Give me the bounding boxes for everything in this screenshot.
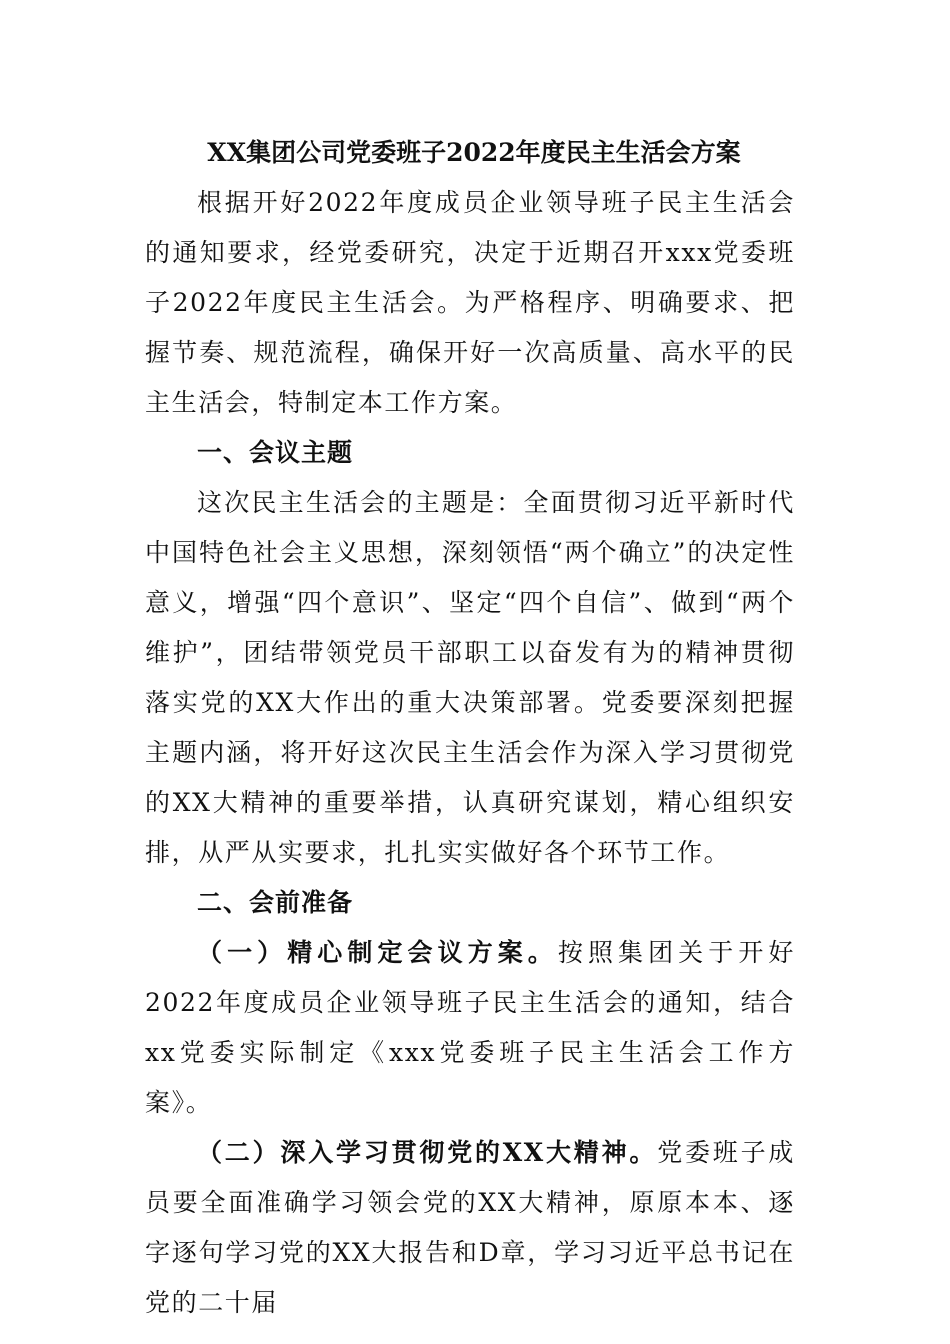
document-title: XX集团公司党委班子2022年度民主生活会方案: [207, 138, 741, 167]
section-2-heading: 二、会前准备: [197, 888, 354, 917]
intro-paragraph: 根据开好2022年度成员企业领导班子民主生活会的通知要求，经党委研究，决定于近期召开xxx党委班子2022年度民主生活会。为严格程序、明确要求、把握节奏、规范流程，确保开好一次高质量、高水平的民主生活会，特制定本工作方案。: [145, 188, 795, 417]
section-2-item-1: [145, 928, 795, 1128]
section-1-heading: 一、会议主题: [197, 438, 354, 467]
item-2-body: 党委班子成员要全面准确学习领会党的XX大精神，原原本本、逐字逐句学习党的XX大报告和D章，学习习近平总书记在党的二十届: [145, 1138, 795, 1317]
item-1-body: 按照集团关于开好2022年度成员企业领导班子民主生活会的通知，结合xx党委实际制定《xxx党委班子民主生活会工作方案》。: [145, 938, 796, 1117]
document-page: [145, 128, 795, 1328]
item-1-lead: （一）精心制定会议方案。: [197, 938, 558, 967]
section-1-paragraph: 这次民主生活会的主题是：全面贯彻习近平新时代中国特色社会主义思想，深刻领悟“两个确立”的决定性意义，增强“四个意识”、坚定“四个自信”、做到“两个维护”，团结带领党员干部职工以奋发有为的精神贯彻落实党的XX大作出的重大决策部署。党委要深刻把握主题内涵，将开好这次民主生活会作为深入学习贯彻党的XX大精神的重要举措，认真研究谋划，精心组织安排，从严从实要求，扎扎实实做好各个环节工作。: [145, 488, 795, 867]
section-2-item-2: [145, 1128, 795, 1328]
item-2-lead: （二）深入学习贯彻党的XX大精神。: [197, 1138, 658, 1167]
